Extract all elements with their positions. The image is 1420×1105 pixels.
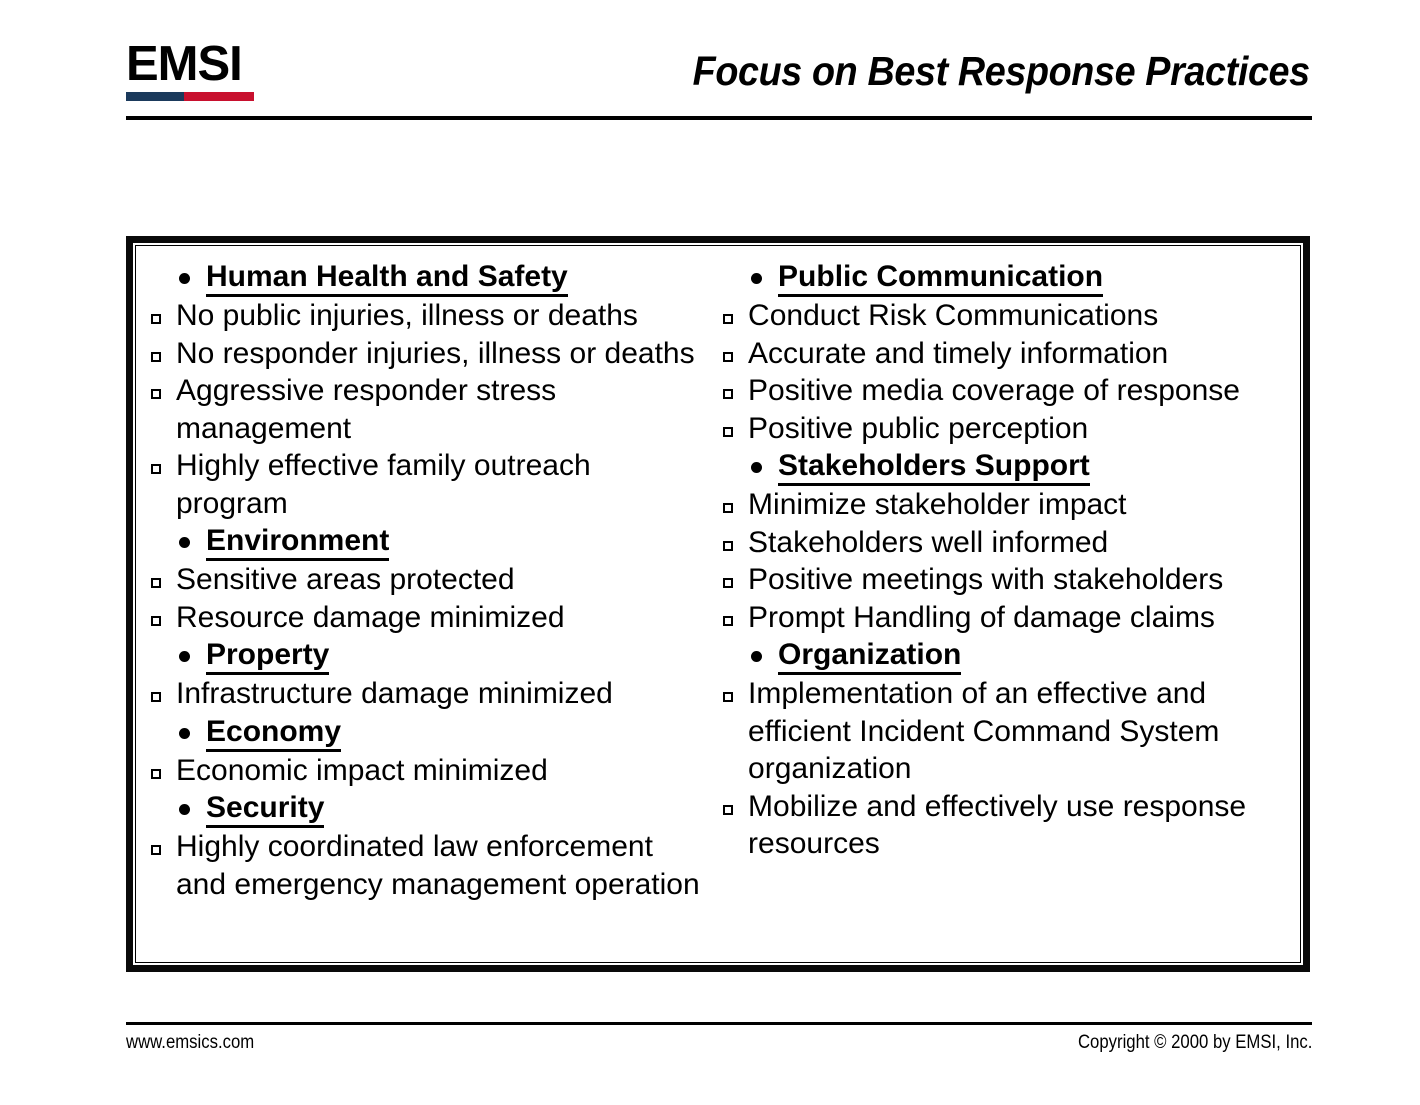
square-bullet-icon	[151, 692, 161, 702]
practice-item-text: Economic impact minimized	[176, 753, 548, 787]
practice-item-row	[714, 335, 1294, 373]
emsi-logo	[126, 37, 256, 101]
category-heading-label: Economy	[206, 715, 341, 752]
content-frame	[126, 236, 1310, 972]
square-bullet-icon	[723, 314, 733, 324]
practice-item-row	[142, 675, 702, 713]
practice-item-text: Conduct Risk Communications	[748, 299, 1159, 332]
category-heading-label: Stakeholders Support	[778, 449, 1090, 486]
page-title: Focus on Best Response Practices	[692, 48, 1310, 94]
round-bullet-icon	[179, 651, 190, 662]
round-bullet-icon	[179, 804, 190, 815]
practice-item-row	[714, 788, 1294, 863]
practice-item-row	[714, 486, 1294, 524]
practice-item-text: Positive public perception	[748, 411, 1089, 445]
square-bullet-icon	[151, 389, 161, 399]
round-bullet-icon	[751, 273, 762, 284]
square-bullet-icon	[151, 314, 161, 324]
round-bullet-icon	[179, 728, 190, 739]
emsi-logo-rule	[126, 92, 254, 101]
practice-item-text: No responder injuries, illness or deaths	[176, 336, 695, 370]
category-heading-row	[714, 636, 1294, 675]
category-heading-label: Organization	[778, 638, 961, 675]
practice-item-row	[142, 561, 702, 599]
square-bullet-icon	[723, 352, 733, 362]
category-heading-row	[142, 789, 702, 828]
category-heading-row	[714, 447, 1294, 486]
category-heading-row	[142, 258, 702, 297]
practice-item-text: Implementation of an effective and efficient Incident Command System organization	[748, 677, 1220, 785]
category-heading-label: Security	[206, 791, 324, 828]
square-bullet-icon	[151, 464, 161, 474]
category-heading-row	[714, 258, 1294, 297]
emsi-logo-text: EMSI	[126, 37, 242, 91]
practice-item-text: Accurate and timely information	[748, 336, 1169, 370]
practice-item-row	[714, 675, 1294, 788]
practice-item-row	[714, 410, 1294, 448]
square-bullet-icon	[723, 427, 733, 437]
round-bullet-icon	[751, 462, 762, 473]
practice-item-text: Resource damage minimized	[176, 600, 565, 634]
practice-item-text: Mobilize and effectively use response resources	[748, 789, 1247, 860]
square-bullet-icon	[151, 616, 161, 626]
practice-item-row	[142, 297, 702, 335]
content-inner-frame	[135, 245, 1301, 963]
footer-divider	[126, 1022, 1312, 1025]
square-bullet-icon	[723, 805, 733, 815]
practice-item-row	[714, 372, 1294, 410]
practice-item-text: Positive media coverage of response	[748, 374, 1240, 407]
practice-item-row	[714, 524, 1294, 562]
practice-item-text: Minimize stakeholder impact	[748, 488, 1127, 521]
slide-header	[126, 37, 1310, 120]
practice-item-text: Stakeholders well informed	[748, 525, 1109, 559]
logo-rule-blue-segment	[126, 92, 184, 101]
practice-item-text: Positive meetings with stakeholders	[748, 563, 1224, 596]
practice-item-row	[142, 828, 702, 903]
practice-item-text: Infrastructure damage minimized	[176, 677, 613, 710]
category-heading-label: Property	[206, 638, 329, 675]
square-bullet-icon	[151, 769, 161, 779]
round-bullet-icon	[179, 273, 190, 284]
right-column	[708, 246, 1300, 962]
category-heading-label: Human Health and Safety	[206, 260, 568, 297]
practice-item-text: Highly effective family outreach program	[176, 449, 591, 520]
square-bullet-icon	[151, 845, 161, 855]
logo-rule-red-segment	[184, 92, 254, 101]
footer-website: www.emsics.com	[126, 1032, 255, 1053]
practice-item-row	[142, 599, 702, 637]
square-bullet-icon	[723, 541, 733, 551]
practice-item-text: Sensitive areas protected	[176, 563, 515, 596]
square-bullet-icon	[151, 578, 161, 588]
practice-item-text: Prompt Handling of damage claims	[748, 600, 1215, 634]
practice-item-row	[714, 561, 1294, 599]
practice-item-row	[714, 599, 1294, 637]
category-heading-label: Public Communication	[778, 260, 1103, 297]
category-heading-row	[142, 522, 702, 561]
practice-item-text: Aggressive responder stress management	[176, 374, 557, 445]
practice-item-text: Highly coordinated law enforcement and emergency management operation	[176, 830, 700, 901]
square-bullet-icon	[151, 352, 161, 362]
header-divider	[126, 116, 1312, 120]
square-bullet-icon	[723, 692, 733, 702]
practice-item-row	[142, 752, 702, 790]
square-bullet-icon	[723, 503, 733, 513]
practice-item-row	[142, 447, 702, 522]
square-bullet-icon	[723, 616, 733, 626]
left-column	[136, 246, 708, 962]
category-heading-label: Environment	[206, 524, 389, 561]
round-bullet-icon	[751, 651, 762, 662]
footer-copyright: Copyright © 2000 by EMSI, Inc.	[1077, 1032, 1312, 1053]
practice-item-text: No public injuries, illness or deaths	[176, 299, 638, 332]
category-heading-row	[142, 636, 702, 675]
category-heading-row	[142, 713, 702, 752]
slide-footer	[126, 1032, 1312, 1054]
square-bullet-icon	[723, 578, 733, 588]
practice-item-row	[714, 297, 1294, 335]
square-bullet-icon	[723, 389, 733, 399]
practice-item-row	[142, 335, 702, 373]
practice-item-row	[142, 372, 702, 447]
round-bullet-icon	[179, 537, 190, 548]
